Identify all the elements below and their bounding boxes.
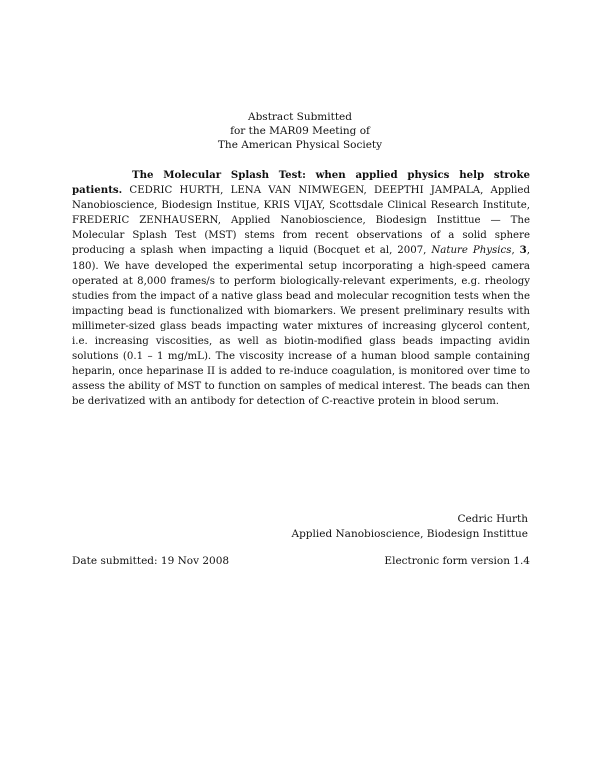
- abstract-body-part-2: , 180). We have developed the experimental setup incorporating a high-speed camera operated at 8,000 frames/s to perform biologically-relevant experiments, e.g. rheology studies from the impact of a native glass bead and molecular recognition tests when the impacting bead is functionalized with biomarkers. We present preliminary results with millimeter-sized glass beads impacting water mixtures of increasing glycerol content, i.e. increasing viscosities, as well as biotin-modified glass beads impacting avidin solutions (0.1 – 1 mg/mL). The viscosity increase of a human blood sample containing heparin, once heparinase II is added to re-induce coagulation, is monitored over time to assess the ability of MST to function on samples of medical interest. The beads can then be derivatized with an antibody for detection of C-reactive protein in blood serum.: [72, 245, 530, 408]
- abstract-paragraph: [72, 168, 530, 410]
- signature-block: [291, 512, 528, 542]
- abstract-body-part-1: — The Molecular Splash Test (MST) stems from recent observations of a solid sphere producing a splash when impacting a liquid (Bocquet et al, 2007,: [72, 215, 530, 257]
- journal-volume: 3: [519, 244, 527, 257]
- header-line-3: The American Physical Society: [217, 139, 383, 151]
- signature-name: Cedric Hurth: [457, 513, 528, 525]
- abstract-authors: CEDRIC HURTH, LENA VAN NIMWEGEN, DEEPTHI JAMPALA, Applied Nanobioscience, Biodesign Institue, KRIS VIJAY, Scottsdale Clinical Research Institute, FREDERIC ZENHAUSERN, Applied Nanobioscience, Biodesign Instittue: [72, 185, 530, 227]
- journal-name: Nature Physics: [431, 245, 512, 257]
- signature-affiliation: Applied Nanobioscience, Biodesign Instittue: [291, 528, 528, 540]
- footer: [72, 554, 530, 568]
- header-line-2: for the MAR09 Meeting of: [230, 125, 370, 137]
- form-version: Electronic form version 1.4: [384, 555, 530, 567]
- abstract-title: The Molecular Splash Test: when applied physics help stroke patients.: [72, 169, 530, 197]
- header-line-1: Abstract Submitted: [248, 111, 352, 123]
- submission-header: [0, 110, 600, 152]
- journal-separator: ,: [511, 245, 520, 257]
- date-submitted: Date submitted: 19 Nov 2008: [72, 555, 230, 567]
